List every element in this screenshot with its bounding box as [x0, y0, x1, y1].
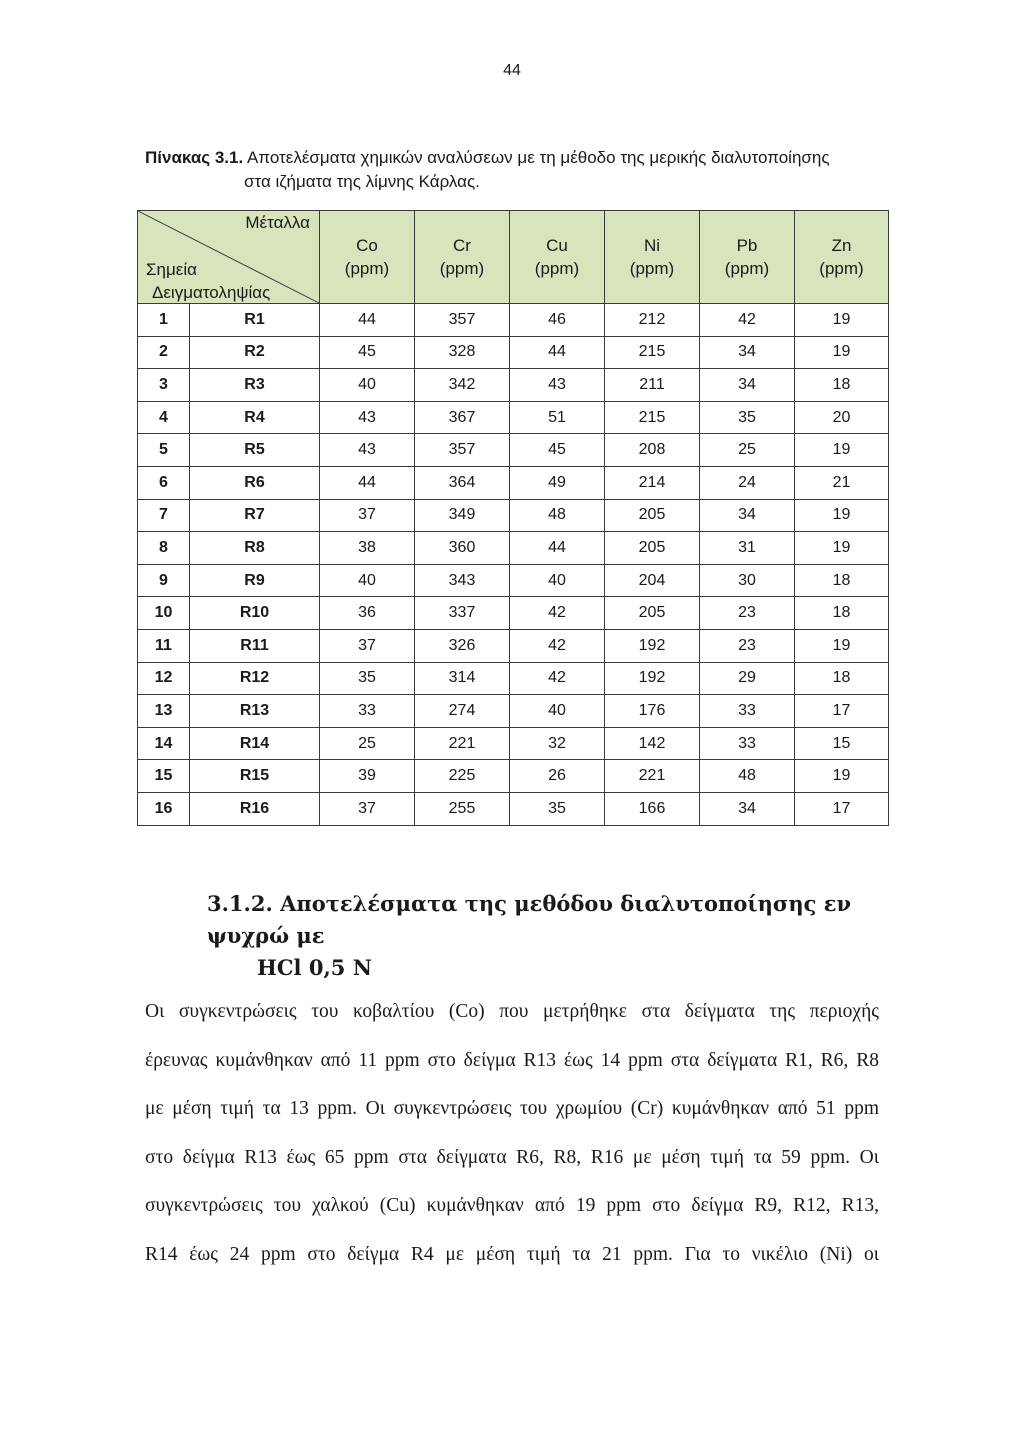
header-corner-cell [138, 211, 320, 304]
column-header-co: Co (ppm) [320, 211, 415, 304]
value-cell: 44 [510, 532, 605, 565]
value-cell: 328 [415, 336, 510, 369]
value-cell: 357 [415, 304, 510, 337]
value-cell: 44 [510, 336, 605, 369]
table-body [138, 304, 889, 826]
value-cell: 349 [415, 499, 510, 532]
table-row [138, 597, 889, 630]
value-cell: 23 [700, 597, 795, 630]
value-cell: 51 [510, 401, 605, 434]
value-cell: 42 [510, 629, 605, 662]
sample-id-cell: R3 [190, 369, 320, 402]
sample-id-cell: R11 [190, 629, 320, 662]
value-cell: 43 [510, 369, 605, 402]
value-cell: 205 [605, 499, 700, 532]
row-number-cell: 2 [138, 336, 190, 369]
column-header-cu: Cu (ppm) [510, 211, 605, 304]
paragraph-line: Οι συγκεντρώσεις του κοβαλτίου (Co) που μετρήθηκε στα δείγματα της περιοχής [145, 1001, 879, 1022]
value-cell: 314 [415, 662, 510, 695]
column-header-cr: Cr (ppm) [415, 211, 510, 304]
section-heading-line-1: 3.1.2. Αποτελέσματα της μεθόδου διαλυτοποίησης εν ψυχρώ με [207, 891, 852, 948]
value-cell: 42 [700, 304, 795, 337]
row-number-cell: 3 [138, 369, 190, 402]
table-row [138, 760, 889, 793]
sample-id-cell: R7 [190, 499, 320, 532]
paragraph-line: έρευνας κυμάνθηκαν από 11 ppm στο δείγμα R13 έως 14 ppm στα δείγματα R1, R6, R8 [145, 1049, 879, 1071]
value-cell: 35 [510, 792, 605, 825]
table-row [138, 369, 889, 402]
value-cell: 44 [320, 466, 415, 499]
column-header-pb: Pb (ppm) [700, 211, 795, 304]
table-row [138, 499, 889, 532]
value-cell: 274 [415, 695, 510, 728]
row-number-cell: 13 [138, 695, 190, 728]
sample-id-cell: R2 [190, 336, 320, 369]
table-row [138, 336, 889, 369]
row-number-cell: 4 [138, 401, 190, 434]
value-cell: 34 [700, 792, 795, 825]
row-number-cell: 5 [138, 434, 190, 467]
value-cell: 34 [700, 336, 795, 369]
column-header-ni: Ni (ppm) [605, 211, 700, 304]
table-caption [145, 146, 905, 194]
table-row [138, 629, 889, 662]
value-cell: 215 [605, 336, 700, 369]
value-cell: 24 [700, 466, 795, 499]
value-cell: 192 [605, 662, 700, 695]
value-cell: 44 [320, 304, 415, 337]
value-cell: 35 [700, 401, 795, 434]
value-cell: 29 [700, 662, 795, 695]
value-cell: 176 [605, 695, 700, 728]
table-row [138, 564, 889, 597]
sample-id-cell: R5 [190, 434, 320, 467]
sample-id-cell: R6 [190, 466, 320, 499]
value-cell: 205 [605, 597, 700, 630]
value-cell: 19 [795, 532, 889, 565]
value-cell: 36 [320, 597, 415, 630]
caption-line-2: στα ιζήματα της λίμνης Κάρλας. [244, 172, 480, 191]
value-cell: 42 [510, 597, 605, 630]
value-cell: 19 [795, 434, 889, 467]
value-cell: 33 [320, 695, 415, 728]
row-number-cell: 16 [138, 792, 190, 825]
value-cell: 37 [320, 499, 415, 532]
value-cell: 40 [510, 695, 605, 728]
value-cell: 192 [605, 629, 700, 662]
value-cell: 204 [605, 564, 700, 597]
value-cell: 221 [415, 727, 510, 760]
value-cell: 212 [605, 304, 700, 337]
value-cell: 19 [795, 760, 889, 793]
value-cell: 205 [605, 532, 700, 565]
value-cell: 15 [795, 727, 889, 760]
corner-label-points: Σημεία [146, 260, 197, 279]
value-cell: 33 [700, 727, 795, 760]
sample-id-cell: R9 [190, 564, 320, 597]
value-cell: 337 [415, 597, 510, 630]
paragraph-line: με μέση τιμή τα 13 ppm. Οι συγκεντρώσεις του χρωμίου (Cr) κυμάνθηκαν από 51 ppm [145, 1098, 879, 1119]
value-cell: 37 [320, 792, 415, 825]
value-cell: 342 [415, 369, 510, 402]
value-cell: 42 [510, 662, 605, 695]
value-cell: 142 [605, 727, 700, 760]
page-number: 44 [503, 62, 521, 79]
value-cell: 34 [700, 369, 795, 402]
paragraph-line: R14 έως 24 ppm στο δείγμα R4 με μέση τιμή τα 21 ppm. Για το νικέλιο (Ni) οι [145, 1243, 879, 1265]
value-cell: 18 [795, 369, 889, 402]
value-cell: 43 [320, 434, 415, 467]
sample-id-cell: R8 [190, 532, 320, 565]
value-cell: 208 [605, 434, 700, 467]
caption-label: Πίνακας 3.1. [145, 148, 244, 167]
table-header-row [138, 211, 889, 304]
corner-label-metals: Μέταλλα [245, 213, 310, 232]
value-cell: 39 [320, 760, 415, 793]
value-cell: 17 [795, 792, 889, 825]
value-cell: 360 [415, 532, 510, 565]
row-number-cell: 15 [138, 760, 190, 793]
value-cell: 357 [415, 434, 510, 467]
value-cell: 211 [605, 369, 700, 402]
sample-id-cell: R16 [190, 792, 320, 825]
value-cell: 37 [320, 629, 415, 662]
value-cell: 215 [605, 401, 700, 434]
value-cell: 38 [320, 532, 415, 565]
column-header-zn: Zn (ppm) [795, 211, 889, 304]
value-cell: 25 [320, 727, 415, 760]
section-heading [207, 888, 907, 984]
value-cell: 31 [700, 532, 795, 565]
value-cell: 225 [415, 760, 510, 793]
value-cell: 255 [415, 792, 510, 825]
table-row [138, 662, 889, 695]
row-number-cell: 14 [138, 727, 190, 760]
row-number-cell: 7 [138, 499, 190, 532]
value-cell: 40 [510, 564, 605, 597]
value-cell: 367 [415, 401, 510, 434]
value-cell: 21 [795, 466, 889, 499]
corner-label-sampling: Δειγματοληψίας [152, 283, 271, 302]
row-number-cell: 9 [138, 564, 190, 597]
table-row [138, 792, 889, 825]
value-cell: 30 [700, 564, 795, 597]
paragraph-line: συγκεντρώσεις του χαλκού (Cu) κυμάνθηκαν από 19 ppm στο δείγμα R9, R12, R13, [145, 1195, 879, 1216]
value-cell: 18 [795, 597, 889, 630]
results-table [137, 210, 889, 826]
value-cell: 25 [700, 434, 795, 467]
row-number-cell: 1 [138, 304, 190, 337]
value-cell: 23 [700, 629, 795, 662]
section-heading-line-2: HCl 0,5 N [257, 955, 372, 980]
value-cell: 18 [795, 564, 889, 597]
sample-id-cell: R12 [190, 662, 320, 695]
value-cell: 46 [510, 304, 605, 337]
table-row [138, 727, 889, 760]
value-cell: 34 [700, 499, 795, 532]
value-cell: 364 [415, 466, 510, 499]
table-row [138, 695, 889, 728]
value-cell: 48 [510, 499, 605, 532]
value-cell: 19 [795, 499, 889, 532]
value-cell: 166 [605, 792, 700, 825]
value-cell: 40 [320, 369, 415, 402]
value-cell: 17 [795, 695, 889, 728]
row-number-cell: 10 [138, 597, 190, 630]
row-number-cell: 8 [138, 532, 190, 565]
value-cell: 343 [415, 564, 510, 597]
value-cell: 48 [700, 760, 795, 793]
value-cell: 19 [795, 336, 889, 369]
sample-id-cell: R10 [190, 597, 320, 630]
value-cell: 43 [320, 401, 415, 434]
row-number-cell: 6 [138, 466, 190, 499]
paragraph-line: στο δείγμα R13 έως 65 ppm στα δείγματα R6, R8, R16 με μέση τιμή τα 59 ppm. Οι [145, 1146, 879, 1168]
sample-id-cell: R15 [190, 760, 320, 793]
value-cell: 49 [510, 466, 605, 499]
sample-id-cell: R4 [190, 401, 320, 434]
value-cell: 326 [415, 629, 510, 662]
value-cell: 18 [795, 662, 889, 695]
sample-id-cell: R14 [190, 727, 320, 760]
table-row [138, 532, 889, 565]
value-cell: 221 [605, 760, 700, 793]
sample-id-cell: R13 [190, 695, 320, 728]
value-cell: 214 [605, 466, 700, 499]
value-cell: 20 [795, 401, 889, 434]
value-cell: 19 [795, 304, 889, 337]
value-cell: 33 [700, 695, 795, 728]
table-row [138, 466, 889, 499]
row-number-cell: 11 [138, 629, 190, 662]
value-cell: 19 [795, 629, 889, 662]
body-paragraph [145, 988, 879, 1279]
value-cell: 26 [510, 760, 605, 793]
value-cell: 45 [510, 434, 605, 467]
table-row [138, 304, 889, 337]
sample-id-cell: R1 [190, 304, 320, 337]
value-cell: 35 [320, 662, 415, 695]
value-cell: 45 [320, 336, 415, 369]
caption-line-1: Αποτελέσματα χημικών αναλύσεων με τη μέθοδο της μερικής διαλυτοποίησης [247, 148, 830, 167]
value-cell: 32 [510, 727, 605, 760]
value-cell: 40 [320, 564, 415, 597]
row-number-cell: 12 [138, 662, 190, 695]
table-row [138, 434, 889, 467]
table-row [138, 401, 889, 434]
